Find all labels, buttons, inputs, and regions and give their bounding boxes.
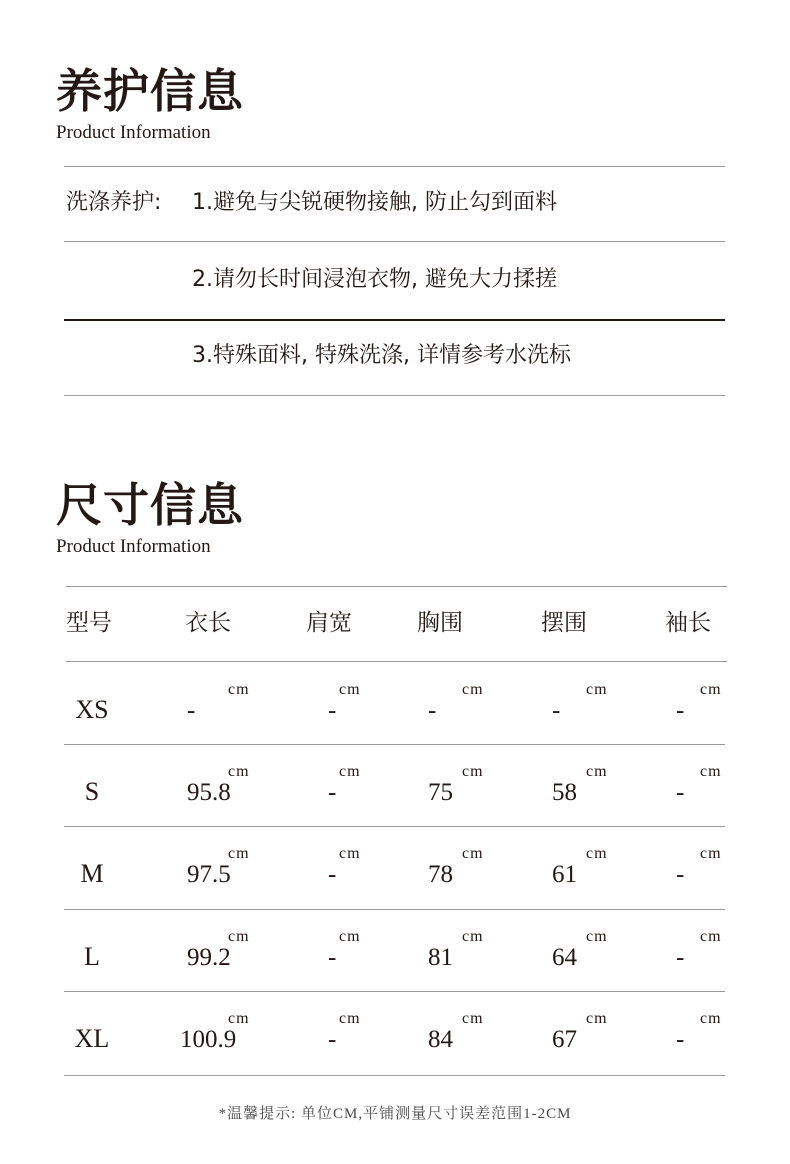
unit-label: cm (700, 928, 722, 945)
header-model: 型号 (66, 610, 112, 636)
size-label: L (84, 942, 100, 971)
unit-label: cm (586, 845, 608, 862)
size-label: XS (75, 695, 109, 724)
cell-value: - (328, 779, 337, 806)
cell-value: 97.5 (187, 861, 231, 888)
divider (64, 166, 725, 167)
size-note: *温馨提示: 单位CM,平铺测量尺寸误差范围1-2CM (218, 1106, 572, 1122)
table-divider (66, 661, 727, 662)
header-length: 衣长 (185, 610, 231, 636)
cell-value: 81 (428, 944, 453, 971)
unit-label: cm (228, 928, 250, 945)
cell-value: - (676, 944, 685, 971)
unit-label: cm (462, 845, 484, 862)
cell-value: - (428, 697, 437, 724)
unit-label: cm (700, 845, 722, 862)
cell-value: - (676, 779, 685, 806)
row-divider (64, 909, 725, 910)
cell-value: 100.9 (180, 1026, 237, 1053)
unit-label: cm (586, 928, 608, 945)
unit-label: cm (462, 763, 484, 780)
unit-label: cm (339, 681, 361, 698)
row-divider (64, 826, 725, 827)
unit-label: cm (586, 1010, 608, 1027)
divider (64, 395, 725, 396)
unit-label: cm (462, 681, 484, 698)
care-subtitle: Product Information (56, 122, 211, 143)
size-subtitle: Product Information (56, 536, 211, 557)
size-label: XL (74, 1024, 110, 1053)
cell-value: - (328, 1026, 337, 1053)
cell-value: 75 (428, 779, 453, 806)
header-hem: 摆围 (541, 610, 587, 636)
unit-label: cm (339, 1010, 361, 1027)
cell-value: - (676, 1026, 685, 1053)
divider (64, 241, 725, 242)
care-label: 洗涤养护: (66, 190, 162, 215)
table-bottom-border (64, 1075, 725, 1076)
unit-label: cm (228, 681, 250, 698)
divider (64, 319, 725, 321)
care-item-2: 2.请勿长时间浸泡衣物, 避免大力揉搓 (192, 267, 557, 292)
cell-value: 67 (552, 1026, 577, 1053)
unit-label: cm (700, 1010, 722, 1027)
header-sleeve: 袖长 (665, 610, 711, 636)
cell-value: 61 (552, 861, 577, 888)
header-chest: 胸围 (417, 610, 463, 636)
cell-value: - (328, 944, 337, 971)
unit-label: cm (339, 928, 361, 945)
unit-label: cm (462, 1010, 484, 1027)
cell-value: 84 (428, 1026, 453, 1053)
unit-label: cm (586, 681, 608, 698)
unit-label: cm (700, 681, 722, 698)
cell-value: - (328, 861, 337, 888)
cell-value: 64 (552, 944, 577, 971)
table-top-border (66, 586, 727, 587)
cell-value: - (187, 697, 196, 724)
unit-label: cm (339, 763, 361, 780)
cell-value: 95.8 (187, 779, 231, 806)
cell-value: 58 (552, 779, 577, 806)
size-label: M (80, 859, 104, 888)
unit-label: cm (339, 845, 361, 862)
cell-value: - (676, 861, 685, 888)
care-title: 养护信息 (56, 64, 244, 118)
care-item-1: 1.避免与尖锐硬物接触, 防止勾到面料 (192, 190, 557, 215)
row-divider (64, 744, 725, 745)
unit-label: cm (700, 763, 722, 780)
row-divider (64, 991, 725, 992)
cell-value: - (676, 697, 685, 724)
cell-value: 99.2 (187, 944, 231, 971)
unit-label: cm (228, 845, 250, 862)
unit-label: cm (228, 1010, 250, 1027)
unit-label: cm (586, 763, 608, 780)
unit-label: cm (462, 928, 484, 945)
cell-value: - (328, 697, 337, 724)
unit-label: cm (228, 763, 250, 780)
cell-value: - (552, 697, 561, 724)
header-shoulder: 肩宽 (306, 610, 352, 636)
care-item-3: 3.特殊面料, 特殊洗涤, 详情参考水洗标 (192, 343, 571, 368)
cell-value: 78 (428, 861, 453, 888)
size-title: 尺寸信息 (56, 478, 244, 532)
size-label: S (84, 777, 100, 806)
